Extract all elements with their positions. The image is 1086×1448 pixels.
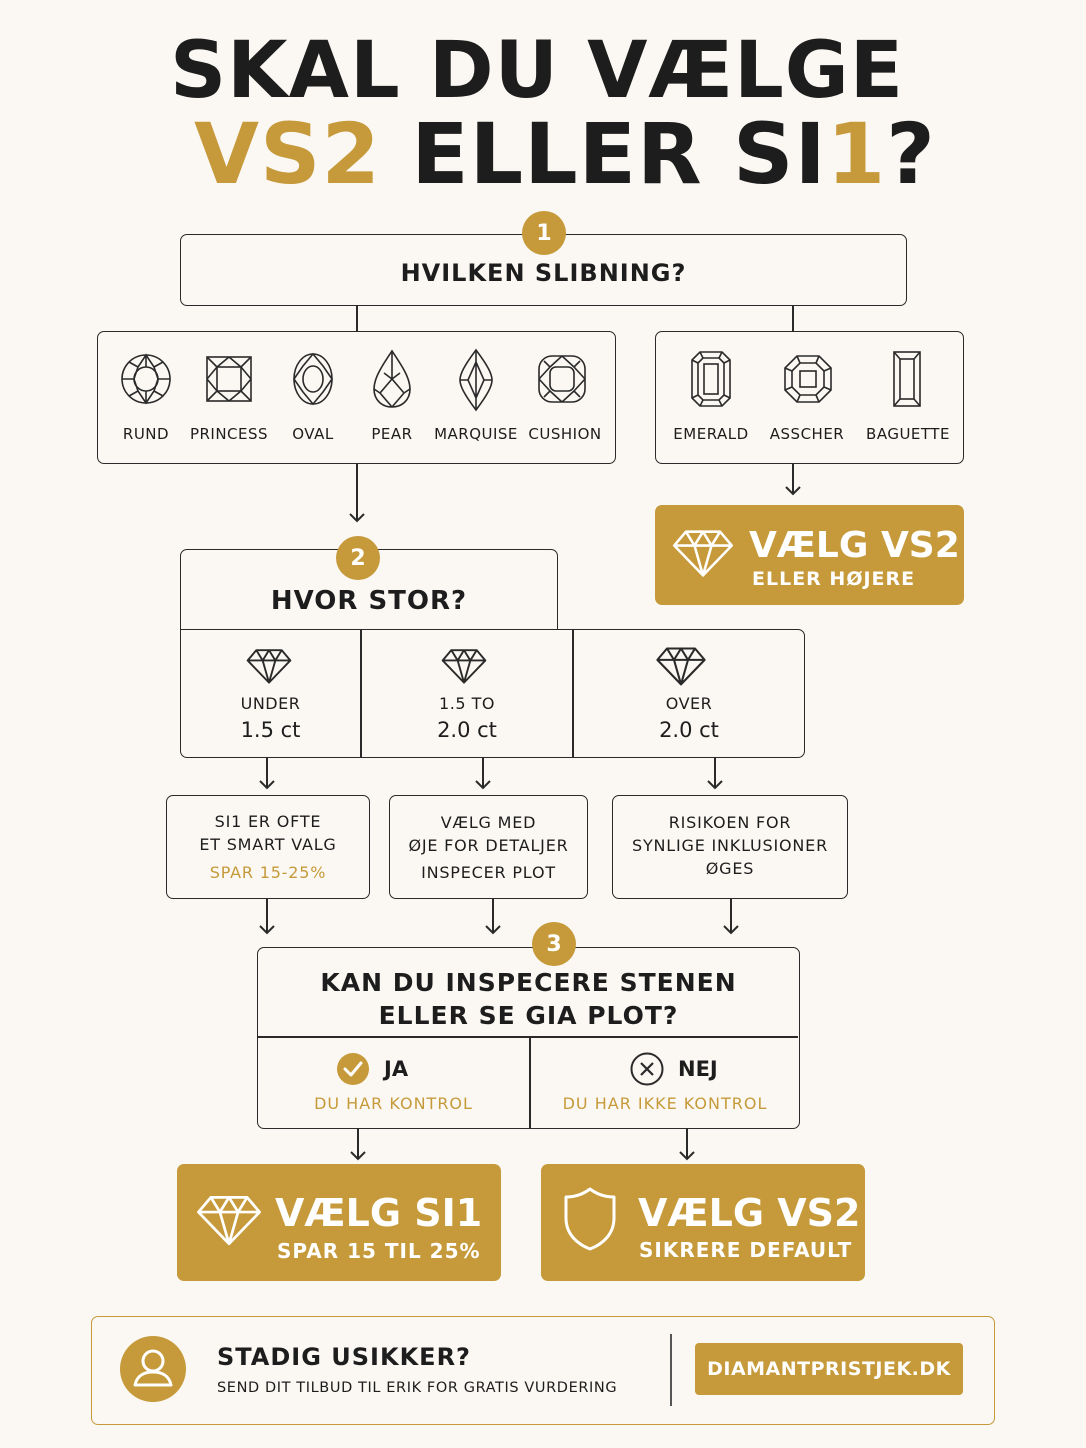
divider xyxy=(529,1038,531,1128)
asscher-cut-icon xyxy=(783,354,833,404)
shape-label-oval: OVAL xyxy=(292,425,334,443)
shape-label-princess: PRINCESS xyxy=(189,425,269,443)
step3-question-box xyxy=(257,947,800,1129)
user-icon xyxy=(120,1336,186,1402)
title-vs2: VS2 xyxy=(194,105,381,203)
note-1-5-to-2-0 xyxy=(389,795,588,899)
footer-heading: STADIG USIKKER? xyxy=(217,1343,471,1371)
no-sub: DU HAR IKKE KONTROL xyxy=(562,1094,768,1113)
baguette-cut-icon xyxy=(892,350,922,408)
cta-choose-vs2 xyxy=(541,1164,865,1281)
website-button[interactable]: DIAMANTPRISTJEK.DK xyxy=(695,1343,963,1395)
footer-card xyxy=(91,1316,995,1425)
arrow-down-icon xyxy=(256,899,278,935)
connector xyxy=(356,306,358,332)
title-line-1: SKAL DU VÆLGE xyxy=(170,26,905,116)
note-line2: SYNLIGE INKLUSIONER xyxy=(632,836,828,855)
arrow-down-icon xyxy=(256,758,278,790)
cta-si1-sub: SPAR 15 TIL 25% xyxy=(277,1239,481,1263)
note-line1: SI1 ER OFTE xyxy=(214,812,322,831)
shape-group-a xyxy=(97,331,616,464)
size-under-1-5 xyxy=(181,630,360,757)
title-one: 1 xyxy=(826,105,887,203)
shape-group-b xyxy=(655,331,964,464)
cta-vs2-main: VÆLG VS2 xyxy=(638,1191,861,1235)
arrow-down-icon xyxy=(346,464,368,524)
cta-vs2-sub: SIKRERE DEFAULT xyxy=(639,1238,853,1262)
shape-label-marquise: MARQUISE xyxy=(434,425,518,443)
princess-cut-icon xyxy=(205,355,253,403)
diamond-icon xyxy=(654,645,708,687)
note-line3: ØGES xyxy=(705,859,755,878)
round-cut-icon xyxy=(120,353,172,405)
cta-top-main: VÆLG VS2 xyxy=(749,525,960,566)
cta-vs2-or-higher xyxy=(655,505,964,605)
title-line-2 xyxy=(194,105,936,203)
shape-label-asscher: ASSCHER xyxy=(769,425,845,443)
arrow-down-icon xyxy=(482,899,504,935)
note-under-1-5 xyxy=(166,795,370,899)
oval-cut-icon xyxy=(292,352,334,406)
divider xyxy=(258,1036,798,1038)
shape-label-emerald: EMERALD xyxy=(673,425,749,443)
shape-label-pear: PEAR xyxy=(371,425,413,443)
diamond-icon xyxy=(195,1192,263,1248)
step1-badge: 1 xyxy=(522,211,566,255)
no-label: NEJ xyxy=(678,1057,718,1081)
shield-icon xyxy=(563,1186,617,1252)
note-line1: VÆLG MED xyxy=(440,813,537,832)
yes-label: JA xyxy=(384,1057,409,1081)
size-line2: 2.0 ct xyxy=(659,718,719,742)
emerald-cut-icon xyxy=(690,350,732,408)
arrow-down-icon xyxy=(720,899,742,935)
arrow-down-icon xyxy=(676,1129,698,1161)
cta-si1-main: VÆLG SI1 xyxy=(275,1191,483,1235)
title-mid: ELLER SI xyxy=(380,105,827,203)
marquise-cut-icon xyxy=(458,348,494,412)
diamond-icon xyxy=(245,647,293,685)
note-line1: RISIKOEN FOR xyxy=(668,813,792,832)
diamond-icon xyxy=(440,647,488,685)
arrow-down-icon xyxy=(704,758,726,790)
note-line2: ET SMART VALG xyxy=(199,835,337,854)
step3-question-line2: ELLER SE GIA PLOT? xyxy=(378,1001,679,1030)
size-1-5-to-2-0 xyxy=(362,630,572,757)
step1-question: HVILKEN SLIBNING? xyxy=(400,259,687,287)
cross-icon xyxy=(630,1052,664,1086)
check-icon xyxy=(336,1052,370,1086)
yes-sub: DU HAR KONTROL xyxy=(314,1094,473,1113)
title-question-mark: ? xyxy=(886,105,936,203)
step2-badge: 2 xyxy=(336,536,380,580)
diamond-icon xyxy=(671,527,735,579)
size-line1: UNDER xyxy=(240,694,301,713)
cta-top-sub: ELLER HØJERE xyxy=(752,568,916,590)
size-over-2-0 xyxy=(574,630,804,757)
pear-cut-icon xyxy=(372,349,412,409)
step2-question: HVOR STOR? xyxy=(270,586,468,616)
note-line2: ØJE FOR DETALJER xyxy=(408,836,569,855)
size-line2: 2.0 ct xyxy=(437,718,497,742)
footer-text: SEND DIT TILBUD TIL ERIK FOR GRATIS VURDERING xyxy=(217,1380,618,1396)
cta-choose-si1 xyxy=(177,1164,501,1281)
note-line3: INSPECER PLOT xyxy=(421,863,556,882)
arrow-down-icon xyxy=(347,1129,369,1161)
arrow-down-icon xyxy=(472,758,494,790)
size-line1: OVER xyxy=(665,694,713,713)
size-line1: 1.5 TO xyxy=(439,694,495,713)
note-over-2-0 xyxy=(612,795,848,899)
shape-label-rund: RUND xyxy=(122,425,170,443)
step3-badge: 3 xyxy=(532,922,576,966)
connector xyxy=(792,306,794,332)
note-highlight: SPAR 15-25% xyxy=(209,863,327,882)
size-line2: 1.5 ct xyxy=(240,718,301,742)
shape-label-cushion: CUSHION xyxy=(528,425,602,443)
cushion-cut-icon xyxy=(537,354,587,404)
shape-label-baguette: BAGUETTE xyxy=(866,425,950,443)
divider xyxy=(670,1334,672,1406)
step3-question-line1: KAN DU INSPECERE STENEN xyxy=(320,968,737,997)
arrow-down-icon xyxy=(782,464,804,496)
size-options xyxy=(180,629,805,758)
